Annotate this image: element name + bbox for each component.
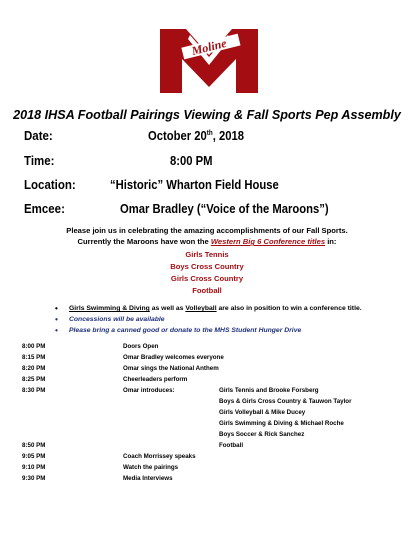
- schedule-time: 9:05 PM: [22, 453, 46, 460]
- title-item: Boys Cross Country: [170, 262, 244, 271]
- notes-list: [55, 305, 362, 338]
- schedule-event: Cheerleaders perform: [123, 376, 188, 383]
- schedule-time: 9:10 PM: [22, 464, 46, 471]
- title-item: Football: [192, 286, 222, 295]
- note-conference: • Girls Swimming & Diving as well as Volleyball are also in position to win a conference title.: [55, 305, 362, 316]
- location-label: Location:: [24, 178, 76, 192]
- date-value: October 20th, 2018: [148, 129, 245, 143]
- location-row: [24, 178, 404, 196]
- schedule-event: Omar Bradley welcomes everyone: [123, 354, 224, 361]
- location-value: “Historic” Wharton Field House: [110, 178, 279, 192]
- time-value: 8:00 PM: [170, 154, 213, 168]
- note-hunger-drive: • Please bring a canned good or donate to the MHS Student Hunger Drive: [55, 327, 362, 338]
- schedule-event: Omar introduces:: [123, 387, 175, 394]
- date-label: Date:: [24, 129, 53, 143]
- schedule-detail: Girls Swimming & Diving & Michael Roche: [219, 420, 344, 427]
- schedule-event: Omar sings the National Anthem: [123, 365, 219, 372]
- time-label: Time:: [24, 154, 55, 168]
- emcee-label: Emcee:: [24, 202, 65, 216]
- note-concessions: • Concessions will be available: [55, 316, 362, 327]
- logo-text: Moline: [190, 35, 228, 59]
- time-row: [24, 154, 404, 172]
- conference-titles-link: Western Big 6 Conference titles: [210, 237, 326, 246]
- schedule-time: 9:30 PM: [22, 475, 46, 482]
- emcee-row: [24, 202, 404, 220]
- intro-line-2: Currently the Maroons have won the Western Big 6 Conference titles in:: [77, 237, 337, 246]
- schedule-event: Watch the pairings: [123, 464, 179, 471]
- date-row: [24, 129, 404, 147]
- schedule-time: 8:25 PM: [22, 376, 46, 383]
- schedule-time: 8:20 PM: [22, 365, 46, 372]
- schedule-time: 8:00 PM: [22, 343, 46, 350]
- schedule-time: 8:30 PM: [22, 387, 46, 394]
- schedule-detail: Girls Volleyball & Mike Ducey: [219, 409, 306, 416]
- schedule-detail: Girls Tennis and Brooke Forsberg: [219, 387, 319, 394]
- intro-line-1: Please join us in celebrating the amazing accomplishments of our Fall Sports.: [66, 226, 348, 235]
- schedule-detail: Boys Soccer & Rick Sanchez: [219, 431, 305, 438]
- schedule-time: 8:15 PM: [22, 354, 46, 361]
- schedule-event: Media Interviews: [123, 475, 173, 482]
- schedule-time: 8:50 PM: [22, 442, 46, 449]
- schedule-event: Doors Open: [123, 343, 159, 350]
- emcee-value: Omar Bradley (“Voice of the Maroons”): [120, 202, 329, 216]
- page-title: 2018 IHSA Football Pairings Viewing & Fall Sports Pep Assembly: [13, 108, 401, 122]
- moline-logo: [160, 29, 258, 93]
- schedule-detail: Football: [219, 442, 244, 449]
- title-item: Girls Tennis: [185, 250, 229, 259]
- title-item: Girls Cross Country: [170, 274, 244, 283]
- schedule-event: Coach Morrissey speaks: [123, 453, 196, 460]
- schedule-detail: Boys & Girls Cross Country & Tauwon Taylor: [219, 398, 352, 405]
